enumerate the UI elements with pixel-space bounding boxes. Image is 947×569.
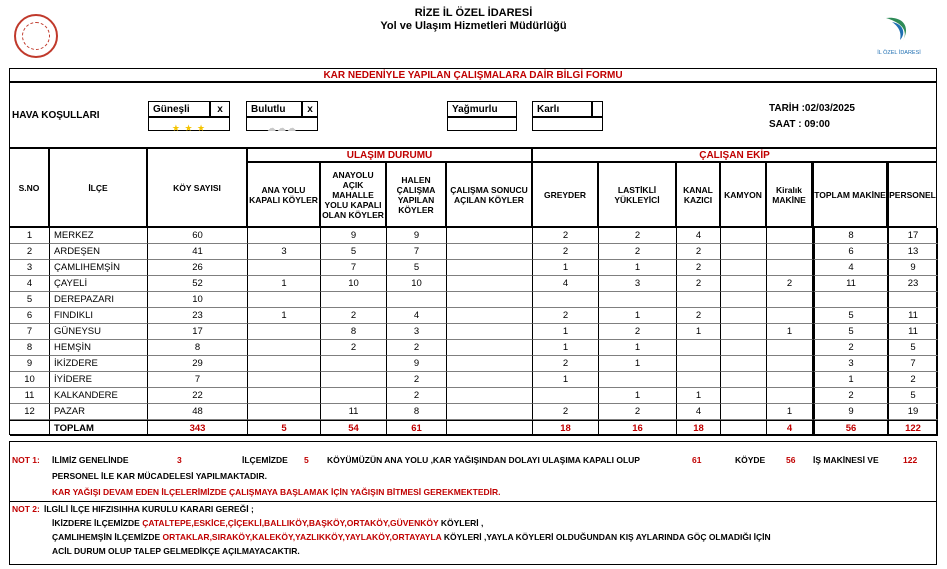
cell-excavator: 4 bbox=[677, 228, 721, 244]
table-row bbox=[10, 228, 938, 244]
table-row bbox=[10, 404, 938, 420]
leaf-logo-icon bbox=[872, 12, 926, 58]
cell-rental bbox=[767, 228, 813, 244]
cell-personnel: 13 bbox=[889, 244, 938, 260]
cell-in-progress: 8 bbox=[387, 404, 447, 420]
col-mahalle-closed: ANAYOLU AÇIK MAHALLE YOLU KAPALI OLAN KÖYLER bbox=[320, 162, 386, 227]
cell-sno: 2 bbox=[10, 244, 50, 260]
sunny-icons bbox=[148, 117, 230, 131]
cell-wheel-loader: 1 bbox=[599, 308, 677, 324]
cell-wheel-loader: 3 bbox=[599, 276, 677, 292]
cell-wheel-loader: 1 bbox=[599, 340, 677, 356]
cell-opened bbox=[447, 244, 533, 260]
cell-excavator bbox=[677, 356, 721, 372]
cell-rental: 1 bbox=[767, 324, 813, 340]
col-opened: ÇALIŞMA SONUCU AÇILAN KÖYLER bbox=[446, 162, 532, 227]
note1-text-d: KÖYDE bbox=[735, 455, 766, 465]
cell-opened bbox=[447, 340, 533, 356]
snowy-checkbox[interactable] bbox=[592, 101, 603, 117]
cell-personnel: 5 bbox=[889, 340, 938, 356]
total-row bbox=[10, 420, 938, 436]
cell-main-road-closed bbox=[248, 292, 321, 308]
cell-grader: 1 bbox=[533, 324, 599, 340]
cell-grader: 18 bbox=[533, 420, 599, 436]
cell-excavator bbox=[677, 292, 721, 308]
cell-main-road-closed bbox=[248, 324, 321, 340]
cell-district: ÇAYELİ bbox=[50, 276, 148, 292]
table-row bbox=[10, 340, 938, 356]
note2-camlihemsin-label: ÇAMLIHEMŞİN İLÇEMİZDE bbox=[52, 532, 161, 542]
cell-sno: 4 bbox=[10, 276, 50, 292]
cell-rental: 2 bbox=[767, 276, 813, 292]
note2-line4: ACİL DURUM OLUP TALEP GELMEDİKÇE AÇILMAYACAKTIR. bbox=[52, 546, 300, 556]
rize-logo bbox=[872, 12, 926, 58]
cell-sno bbox=[10, 420, 50, 436]
cell-district: MERKEZ bbox=[50, 228, 148, 244]
sun-icon: ★ ★ ★ bbox=[171, 123, 207, 133]
table-row bbox=[10, 388, 938, 404]
cell-main-road-closed: 5 bbox=[248, 420, 321, 436]
cell-rental bbox=[767, 340, 813, 356]
cell-village-count: 22 bbox=[148, 388, 248, 404]
note1-village-count: 5 bbox=[304, 455, 309, 465]
table-row bbox=[10, 276, 938, 292]
note2-line3 bbox=[52, 532, 771, 543]
col-personnel: PERSONEL bbox=[888, 162, 937, 227]
cell-total-machine: 3 bbox=[813, 356, 889, 372]
cell-grader: 2 bbox=[533, 244, 599, 260]
note1-label: NOT 1: bbox=[12, 455, 40, 465]
group-team-header: ÇALIŞAN EKİP bbox=[532, 148, 937, 162]
note2-camlihemsin-suffix: KÖYLERİ ,YAYLA KÖYLERİ OLDUĞUNDAN KIŞ AYLARINDA GÖÇ OLMADIĞI İÇİN bbox=[443, 532, 771, 542]
cell-village-count: 29 bbox=[148, 356, 248, 372]
cell-total-machine: 5 bbox=[813, 324, 889, 340]
cell-rental bbox=[767, 388, 813, 404]
table-row bbox=[10, 356, 938, 372]
cell-in-progress: 2 bbox=[387, 372, 447, 388]
note1-machines: 56 bbox=[786, 455, 796, 465]
cell-total-machine: 2 bbox=[813, 340, 889, 356]
cell-district: HEMŞİN bbox=[50, 340, 148, 356]
cell-main-road-closed bbox=[248, 340, 321, 356]
note2-ikizdere-label: İKİZDERE İLÇEMİZDE bbox=[52, 518, 140, 528]
cell-rental: 4 bbox=[767, 420, 813, 436]
note1-line3: KAR YAĞIŞI DEVAM EDEN İLÇELERİMİZDE ÇALIŞMAYA BAŞLAMAK İÇİN YAĞIŞIN BİTMESİ GEREKMEKTEDİR. bbox=[52, 487, 501, 497]
cell-sno: 3 bbox=[10, 260, 50, 276]
cell-main-road-closed bbox=[248, 388, 321, 404]
cell-excavator: 4 bbox=[677, 404, 721, 420]
cell-rental bbox=[767, 356, 813, 372]
cell-sno: 6 bbox=[10, 308, 50, 324]
cell-village-count: 26 bbox=[148, 260, 248, 276]
cell-personnel: 2 bbox=[889, 372, 938, 388]
group-transport-header: ULAŞIM DURUMU bbox=[247, 148, 532, 162]
cell-mahalle-closed: 2 bbox=[321, 308, 387, 324]
cell-sno: 7 bbox=[10, 324, 50, 340]
work-table bbox=[9, 148, 937, 435]
cell-main-road-closed bbox=[248, 356, 321, 372]
cell-grader: 4 bbox=[533, 276, 599, 292]
cell-truck bbox=[721, 260, 767, 276]
cell-opened bbox=[447, 276, 533, 292]
cell-mahalle-closed bbox=[321, 356, 387, 372]
notes-divider bbox=[10, 501, 936, 502]
cell-personnel: 9 bbox=[889, 260, 938, 276]
cell-excavator bbox=[677, 372, 721, 388]
col-wheel-loader: LASTİKLİ YÜKLEYİCİ bbox=[598, 162, 676, 227]
cell-main-road-closed bbox=[248, 404, 321, 420]
cell-main-road-closed bbox=[248, 260, 321, 276]
cell-personnel: 17 bbox=[889, 228, 938, 244]
cell-village-count: 17 bbox=[148, 324, 248, 340]
cell-main-road-closed: 1 bbox=[248, 276, 321, 292]
cell-district: DEREPAZARI bbox=[50, 292, 148, 308]
cell-truck bbox=[721, 356, 767, 372]
cell-truck bbox=[721, 340, 767, 356]
cell-mahalle-closed: 2 bbox=[321, 340, 387, 356]
cell-sno: 11 bbox=[10, 388, 50, 404]
cell-excavator bbox=[677, 340, 721, 356]
cell-opened bbox=[447, 420, 533, 436]
cell-district: TOPLAM bbox=[50, 420, 148, 436]
cell-sno: 1 bbox=[10, 228, 50, 244]
cell-opened bbox=[447, 356, 533, 372]
table-row bbox=[10, 324, 938, 340]
note2-ikizdere-suffix: KÖYLERİ , bbox=[440, 518, 484, 528]
col-in-progress: HALEN ÇALIŞMA YAPILAN KÖYLER bbox=[386, 162, 446, 227]
cell-total-machine: 1 bbox=[813, 372, 889, 388]
note1-active-villages: 61 bbox=[692, 455, 702, 465]
department-name: Yol ve Ulaşım Hizmetleri Müdürlüğü bbox=[380, 20, 567, 32]
weather-label: HAVA KOŞULLARI bbox=[12, 110, 100, 121]
cell-district: GÜNEYSU bbox=[50, 324, 148, 340]
cell-personnel: 19 bbox=[889, 404, 938, 420]
note1-text-b: İLÇEMİZDE bbox=[242, 455, 288, 465]
note1-line2: PERSONEL İLE KAR MÜCADELESİ YAPILMAKTADIR. bbox=[52, 471, 268, 481]
cell-wheel-loader: 2 bbox=[599, 228, 677, 244]
col-district: İLÇE bbox=[49, 148, 147, 227]
cell-in-progress: 5 bbox=[387, 260, 447, 276]
snowy-subbox bbox=[532, 117, 603, 131]
sunny-box: Güneşli bbox=[148, 101, 210, 117]
cell-truck bbox=[721, 228, 767, 244]
cell-grader bbox=[533, 388, 599, 404]
cell-village-count: 10 bbox=[148, 292, 248, 308]
cell-rental: 1 bbox=[767, 404, 813, 420]
cell-rental bbox=[767, 244, 813, 260]
cell-village-count: 60 bbox=[148, 228, 248, 244]
cell-opened bbox=[447, 308, 533, 324]
table-body bbox=[9, 227, 937, 435]
cell-opened bbox=[447, 228, 533, 244]
cell-mahalle-closed: 11 bbox=[321, 404, 387, 420]
col-grader: GREYDER bbox=[532, 162, 598, 227]
cell-truck bbox=[721, 244, 767, 260]
note2-label: NOT 2: bbox=[12, 504, 40, 514]
cell-personnel: 5 bbox=[889, 388, 938, 404]
note2-ikizdere-villages: ÇATALTEPE,ESKİCE,ÇİÇEKLİ,BALLIKÖY,BAŞKÖY,ORTAKÖY,GÜVENKÖY bbox=[142, 518, 439, 528]
col-main-road-closed: ANA YOLU KAPALI KÖYLER bbox=[247, 162, 320, 227]
cell-grader: 1 bbox=[533, 260, 599, 276]
cell-rental bbox=[767, 308, 813, 324]
cell-district: ARDEŞEN bbox=[50, 244, 148, 260]
snowy-box: Karlı bbox=[532, 101, 592, 117]
cell-rental bbox=[767, 292, 813, 308]
note1-district-count: 3 bbox=[177, 455, 182, 465]
note2-camlihemsin-villages: ORTAKLAR,SIRAKÖY,KALEKÖY,YAZLIKKÖY,YAYLAKÖY,ORTAYAYLA bbox=[162, 532, 442, 542]
cell-main-road-closed: 1 bbox=[248, 308, 321, 324]
cell-mahalle-closed: 10 bbox=[321, 276, 387, 292]
cell-truck bbox=[721, 292, 767, 308]
rainy-subbox bbox=[447, 117, 517, 131]
svg-text:İL ÖZEL İDARESİ: İL ÖZEL İDARESİ bbox=[877, 50, 921, 56]
cell-opened bbox=[447, 372, 533, 388]
table-row bbox=[10, 372, 938, 388]
cell-in-progress: 7 bbox=[387, 244, 447, 260]
cell-district: İKİZDERE bbox=[50, 356, 148, 372]
cell-district: FINDIKLI bbox=[50, 308, 148, 324]
table-row bbox=[10, 244, 938, 260]
cell-grader: 1 bbox=[533, 372, 599, 388]
cell-rental bbox=[767, 260, 813, 276]
cell-total-machine: 56 bbox=[813, 420, 889, 436]
cell-truck bbox=[721, 404, 767, 420]
cell-opened bbox=[447, 324, 533, 340]
cell-total-machine: 8 bbox=[813, 228, 889, 244]
cell-sno: 8 bbox=[10, 340, 50, 356]
cell-personnel: 23 bbox=[889, 276, 938, 292]
cell-personnel bbox=[889, 292, 938, 308]
col-excavator: KANAL KAZICI bbox=[676, 162, 720, 227]
cell-wheel-loader: 2 bbox=[599, 404, 677, 420]
cell-opened bbox=[447, 388, 533, 404]
note2-line1: İLGİLİ İLÇE HIFZISIHHA KURULU KARARI GEREĞİ ; bbox=[44, 504, 254, 514]
cell-mahalle-closed: 5 bbox=[321, 244, 387, 260]
cell-grader: 1 bbox=[533, 340, 599, 356]
col-truck: KAMYON bbox=[720, 162, 766, 227]
note1-text-c: KÖYÜMÜZÜN ANA YOLU ,KAR YAĞIŞINDAN DOLAYI ULAŞIMA KAPALI OLUP bbox=[327, 455, 640, 465]
table-row bbox=[10, 260, 938, 276]
form-title: KAR NEDENİYLE YAPILAN ÇALIŞMALARA DAİR BİLGİ FORMU bbox=[9, 68, 937, 82]
cell-village-count: 8 bbox=[148, 340, 248, 356]
cell-excavator: 2 bbox=[677, 276, 721, 292]
cell-in-progress: 61 bbox=[387, 420, 447, 436]
cloudy-icons bbox=[246, 117, 318, 131]
cell-in-progress: 9 bbox=[387, 228, 447, 244]
cell-in-progress bbox=[387, 292, 447, 308]
report-date: TARİH :02/03/2025 bbox=[769, 103, 855, 114]
cell-total-machine: 4 bbox=[813, 260, 889, 276]
cell-wheel-loader: 1 bbox=[599, 388, 677, 404]
cell-in-progress: 2 bbox=[387, 388, 447, 404]
weather-section bbox=[9, 82, 937, 148]
cell-in-progress: 10 bbox=[387, 276, 447, 292]
cell-main-road-closed bbox=[248, 372, 321, 388]
cell-excavator: 1 bbox=[677, 324, 721, 340]
cell-excavator: 1 bbox=[677, 388, 721, 404]
cell-truck bbox=[721, 324, 767, 340]
cell-mahalle-closed bbox=[321, 388, 387, 404]
cell-grader: 2 bbox=[533, 356, 599, 372]
cell-wheel-loader: 16 bbox=[599, 420, 677, 436]
cell-mahalle-closed bbox=[321, 372, 387, 388]
cell-grader: 2 bbox=[533, 404, 599, 420]
cell-truck bbox=[721, 372, 767, 388]
cell-grader: 2 bbox=[533, 228, 599, 244]
table-row bbox=[10, 308, 938, 324]
cell-wheel-loader: 2 bbox=[599, 324, 677, 340]
cell-sno: 12 bbox=[10, 404, 50, 420]
cell-excavator: 2 bbox=[677, 308, 721, 324]
cell-wheel-loader: 1 bbox=[599, 356, 677, 372]
report-time: SAAT : 09:00 bbox=[769, 119, 830, 130]
cell-district: KALKANDERE bbox=[50, 388, 148, 404]
cell-mahalle-closed: 7 bbox=[321, 260, 387, 276]
cell-in-progress: 9 bbox=[387, 356, 447, 372]
cell-truck bbox=[721, 308, 767, 324]
cell-rental bbox=[767, 372, 813, 388]
cell-sno: 5 bbox=[10, 292, 50, 308]
header-titles bbox=[0, 7, 947, 33]
cell-in-progress: 2 bbox=[387, 340, 447, 356]
cell-personnel: 11 bbox=[889, 324, 938, 340]
cell-wheel-loader: 2 bbox=[599, 244, 677, 260]
cell-total-machine: 11 bbox=[813, 276, 889, 292]
cell-grader bbox=[533, 292, 599, 308]
cloud-icon: ☁☁☁ bbox=[267, 123, 297, 133]
cell-excavator: 2 bbox=[677, 244, 721, 260]
cell-village-count: 41 bbox=[148, 244, 248, 260]
cell-wheel-loader bbox=[599, 372, 677, 388]
cell-truck bbox=[721, 388, 767, 404]
note2-line2 bbox=[52, 518, 483, 529]
cell-sno: 10 bbox=[10, 372, 50, 388]
cell-in-progress: 3 bbox=[387, 324, 447, 340]
cell-opened bbox=[447, 404, 533, 420]
cell-district: İYİDERE bbox=[50, 372, 148, 388]
rainy-box: Yağmurlu bbox=[447, 101, 517, 117]
cell-main-road-closed: 3 bbox=[248, 244, 321, 260]
cell-sno: 9 bbox=[10, 356, 50, 372]
cell-excavator: 18 bbox=[677, 420, 721, 436]
cell-opened bbox=[447, 292, 533, 308]
cell-mahalle-closed bbox=[321, 292, 387, 308]
cell-wheel-loader: 1 bbox=[599, 260, 677, 276]
cell-village-count: 23 bbox=[148, 308, 248, 324]
cell-wheel-loader bbox=[599, 292, 677, 308]
cloudy-checkbox[interactable]: x bbox=[302, 101, 318, 117]
cell-district: ÇAMLIHEMŞİN bbox=[50, 260, 148, 276]
cell-total-machine bbox=[813, 292, 889, 308]
cell-village-count: 7 bbox=[148, 372, 248, 388]
note1-personnel: 122 bbox=[903, 455, 918, 465]
cell-main-road-closed bbox=[248, 228, 321, 244]
cell-excavator: 2 bbox=[677, 260, 721, 276]
notes-section bbox=[9, 441, 937, 565]
org-name: RİZE İL ÖZEL İDARESİ bbox=[414, 7, 533, 19]
cell-mahalle-closed: 54 bbox=[321, 420, 387, 436]
cell-total-machine: 2 bbox=[813, 388, 889, 404]
sunny-checkbox[interactable]: x bbox=[210, 101, 230, 117]
cell-village-count: 48 bbox=[148, 404, 248, 420]
cell-truck bbox=[721, 276, 767, 292]
cell-grader: 2 bbox=[533, 308, 599, 324]
note1-text-a: İLİMİZ GENELİNDE bbox=[52, 455, 129, 465]
cloudy-box: Bulutlu bbox=[246, 101, 302, 117]
col-village-count: KÖY SAYISI bbox=[147, 148, 247, 227]
cell-village-count: 343 bbox=[148, 420, 248, 436]
cell-truck bbox=[721, 420, 767, 436]
cell-total-machine: 5 bbox=[813, 308, 889, 324]
cell-opened bbox=[447, 260, 533, 276]
col-sno: S.NO bbox=[9, 148, 49, 227]
cell-district: PAZAR bbox=[50, 404, 148, 420]
cell-total-machine: 9 bbox=[813, 404, 889, 420]
col-total-machine: TOPLAM MAKİNE bbox=[812, 162, 888, 227]
cell-personnel: 122 bbox=[889, 420, 938, 436]
cell-mahalle-closed: 9 bbox=[321, 228, 387, 244]
cell-village-count: 52 bbox=[148, 276, 248, 292]
cell-mahalle-closed: 8 bbox=[321, 324, 387, 340]
cell-personnel: 11 bbox=[889, 308, 938, 324]
col-rental: Kiralık MAKİNE bbox=[766, 162, 812, 227]
cell-total-machine: 6 bbox=[813, 244, 889, 260]
table-row bbox=[10, 292, 938, 308]
cell-in-progress: 4 bbox=[387, 308, 447, 324]
note1-text-e: İŞ MAKİNESİ VE bbox=[813, 455, 879, 465]
cell-personnel: 7 bbox=[889, 356, 938, 372]
